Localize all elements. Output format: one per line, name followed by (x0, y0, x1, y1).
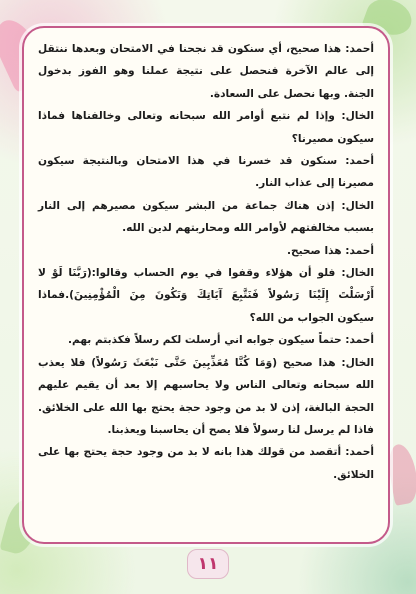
speaker-label: الخال: (341, 356, 374, 369)
dialogue-line: هذا صحيح، أي سنكون قد نجحنا في الامتحان وبعدها ننتقل إلى عالم الآخرة فنحصل على نتيجة عملنا وهو الفوز بدخول الجنة. وبها نحصل على السعادة. (38, 43, 374, 100)
dialogue-line: إذن هناك جماعة من البشر سيكون مصيرهم إلى النار بسبب مخالفتهم لأوامر الله ومحاربتهم لدين الله. (38, 199, 374, 235)
dialogue-paragraph (38, 441, 374, 486)
speaker-label: الخال: (341, 199, 374, 212)
dialogue-line: فلو أن هؤلاء وقفوا في يوم الحساب وقالوا:(رَبَّنَا لَوْ لا أَرْسَلْتَ إِلَيْنَا رَسُولاً فَنَتَّبِعَ آيَاتِكَ وَنَكُونَ مِنَ الْمُؤْمِنِينَ).فماذا سيكون الجواب من الله؟ (38, 267, 374, 324)
dialogue-paragraph (38, 262, 374, 329)
page-number: ١١ (197, 554, 219, 574)
dialogue-line: حتماً سيكون جوابه اني أرسلت لكم رسلاً فكذبتم بهم. (67, 334, 346, 347)
dialogue-paragraph (38, 352, 374, 442)
dialogue-paragraph (38, 38, 374, 105)
dialogue-line: وإذا لم نتبع أوامر الله سبحانه وتعالى وخالفناها فماذا سيكون مصيرنا؟ (38, 110, 374, 145)
speaker-label: الخال: (341, 267, 374, 280)
dialogue-text (38, 38, 374, 486)
dialogue-line: هذا صحيح. (286, 244, 346, 257)
dialogue-paragraph (38, 195, 374, 240)
speaker-label: أحمد: (345, 446, 374, 459)
text-card (22, 26, 390, 544)
page-number-badge (187, 549, 229, 579)
speaker-label: أحمد: (345, 43, 374, 55)
dialogue-paragraph (38, 150, 374, 195)
dialogue-line: أتقصد من قولك هذا بانه لا بد من وجود حجة يحتج بها على الخلائق. (38, 446, 374, 481)
dialogue-line: هذا صحيح (وَمَا كُنَّا مُعَذِّبِينَ حَتَّى نَبْعَثَ رَسُولاً) فلا يعذب الله سبحانه وتعالى الناس ولا يحاسبهم إلا بعد أن يقيم عليهم الحجة البالغة، إذن لا بد من وجود حجة يحتج بها الله على الخلائق. فاذا لم يرسل لنا رسولاً فلا يصح أن يحاسبنا ويعذبنا. (38, 356, 374, 436)
speaker-label: أحمد: (345, 155, 374, 168)
speaker-label: أحمد: (345, 334, 374, 347)
speaker-label: الخال: (341, 110, 374, 123)
dialogue-line: سنكون قد خسرنا في هذا الامتحان وبالنتيجة سيكون مصيرنا إلى عذاب النار. (38, 155, 374, 190)
dialogue-paragraph (38, 105, 374, 150)
dialogue-paragraph (38, 240, 374, 262)
dialogue-paragraph (38, 329, 374, 351)
speaker-label: أحمد: (345, 244, 374, 257)
